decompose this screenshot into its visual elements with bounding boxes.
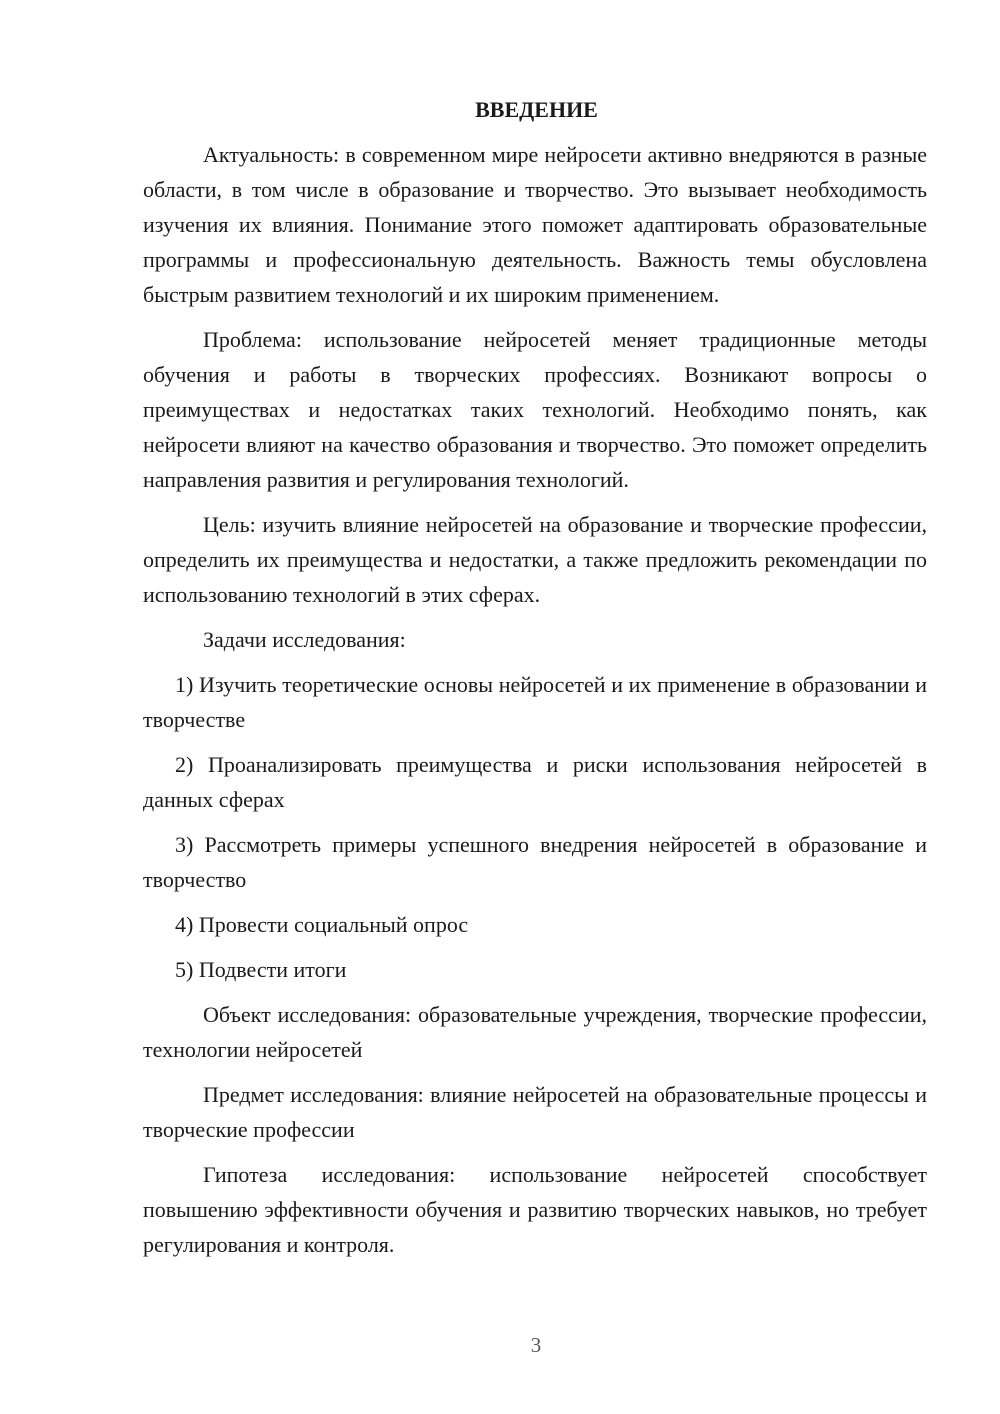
problem-paragraph: Проблема: использование нейросетей меняет традиционные методы обучения и работы в творческих профессиях. Возникают вопросы о преимуществах и недостатках таких технологий. Необходимо понять, как нейросети влияют на качество образования и творчество. Это поможет определить направления развития и регулирования технологий. — [143, 327, 927, 492]
hypothesis-paragraph: Гипотеза исследования: использование нейросетей способствует повышению эффективности обучения и развитию творческих навыков, но требует регулирования и контроля. — [143, 1162, 927, 1257]
goal-paragraph: Цель: изучить влияние нейросетей на образование и творческие профессии, определить их преимущества и недостатки, а также предложить рекомендации по использованию технологий в этих сферах. — [143, 512, 927, 607]
page-title: ВВЕДЕНИЕ — [475, 97, 598, 122]
task-item-2: 2) Проанализировать преимущества и риски использования нейросетей в данных сферах — [143, 752, 927, 812]
task-item-5: 5) Подвести итоги — [175, 957, 347, 982]
task-item-1: 1) Изучить теоретические основы нейросетей и их применение в образовании и творчестве — [143, 672, 927, 732]
object-paragraph: Объект исследования: образовательные учреждения, творческие профессии, технологии нейросетей — [143, 1002, 927, 1062]
page-content — [143, 95, 927, 1272]
subject-paragraph: Предмет исследования: влияние нейросетей на образовательные процессы и творческие профессии — [143, 1082, 927, 1142]
tasks-heading: Задачи исследования: — [203, 627, 406, 652]
task-item-4: 4) Провести социальный опрос — [175, 912, 469, 937]
page-number: 3 — [530, 1333, 542, 1357]
task-item-3: 3) Рассмотреть примеры успешного внедрения нейросетей в образование и творчество — [143, 832, 927, 892]
relevance-paragraph: Актуальность: в современном мире нейросети активно внедряются в разные области, в том числе в образование и творчество. Это вызывает необходимость изучения их влияния. Понимание этого поможет адаптировать образовательные программы и профессиональную деятельность. Важность темы обусловлена быстрым развитием технологий и их широким применением. — [143, 142, 927, 307]
